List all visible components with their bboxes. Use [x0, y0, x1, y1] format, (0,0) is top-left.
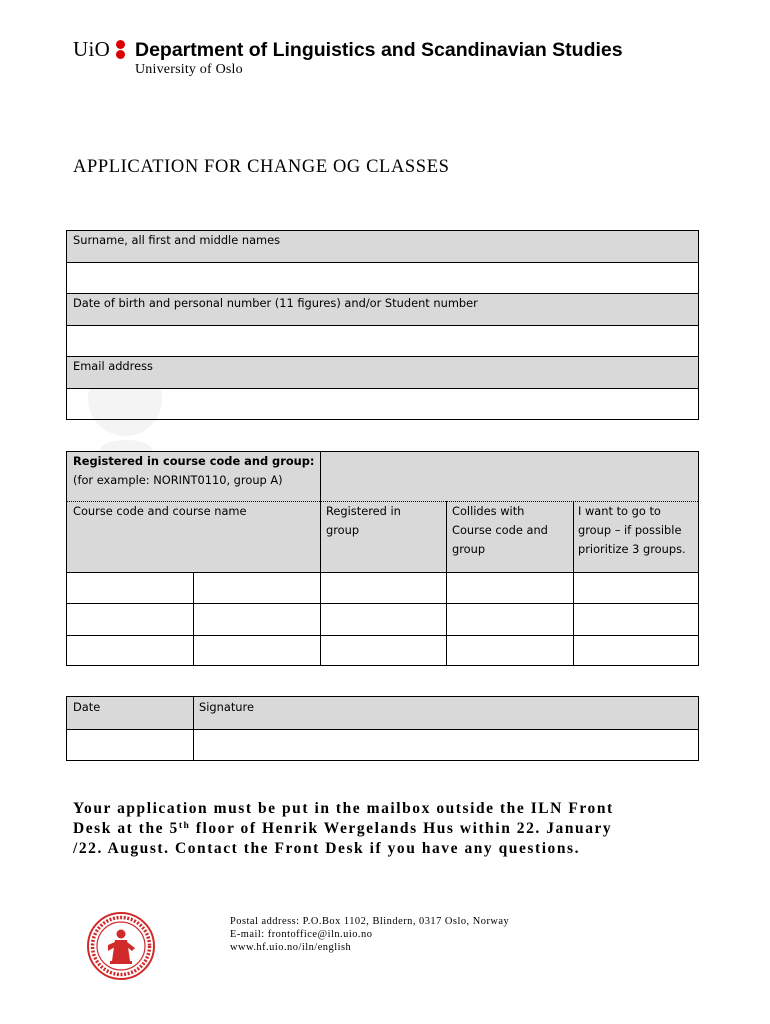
date-field[interactable] — [67, 730, 192, 760]
notice-line: Desk at the 5th floor of Henrik Wergelands Hus within 22. January — [73, 820, 613, 837]
signature-label: Signature — [199, 700, 254, 714]
signature-block — [66, 696, 699, 761]
col-wish-header: group – if possible — [578, 523, 682, 537]
registration-field[interactable] — [321, 452, 698, 500]
surname-field[interactable] — [67, 263, 698, 293]
signature-field[interactable] — [194, 730, 698, 760]
date-label: Date — [73, 700, 101, 714]
col-course-header: Course code and course name — [73, 504, 247, 518]
university-name: University of Oslo — [135, 62, 243, 77]
notice-line: /22. August. Contact the Front Desk if you have any questions. — [73, 840, 581, 857]
col-registered-header: group — [326, 523, 360, 537]
table-row[interactable] — [67, 636, 698, 665]
registration-example: (for example: NORINT0110, group A) — [73, 473, 283, 487]
personal-details-block — [66, 230, 699, 420]
col-collides-header: Course code and — [452, 523, 548, 537]
submission-notice — [73, 799, 733, 859]
university-seal-icon — [86, 911, 156, 981]
footer-email: E-mail: frontoffice@iln.uio.no — [230, 929, 373, 940]
uio-logo-icon — [116, 40, 128, 60]
registration-label: Registered in course code and group: — [73, 454, 315, 468]
department-title: Department of Linguistics and Scandinavian Studies — [135, 39, 623, 61]
form-title: APPLICATION FOR CHANGE OG CLASSES — [73, 157, 450, 177]
col-wish-header: prioritize 3 groups. — [578, 542, 686, 556]
birth-number-label: Date of birth and personal number (11 figures) and/or Student number — [73, 296, 478, 310]
col-registered-header: Registered in — [326, 504, 401, 518]
table-row[interactable] — [67, 573, 698, 603]
course-table — [66, 451, 699, 666]
table-row[interactable] — [67, 604, 698, 635]
uio-logo-text: UiO — [73, 37, 111, 61]
col-collides-header: group — [452, 542, 486, 556]
email-label: Email address — [73, 359, 153, 373]
birth-number-field[interactable] — [67, 326, 698, 356]
col-wish-header: I want to go to — [578, 504, 661, 518]
surname-label: Surname, all first and middle names — [73, 233, 281, 247]
notice-line: Your application must be put in the mailbox outside the ILN Front — [73, 800, 614, 817]
col-collides-header: Collides with — [452, 504, 525, 518]
postal-address: Postal address: P.O.Box 1102, Blindern, 0317 Oslo, Norway — [230, 916, 510, 927]
email-field[interactable] — [67, 389, 698, 419]
footer-website: www.hf.uio.no/iln/english — [230, 942, 352, 953]
